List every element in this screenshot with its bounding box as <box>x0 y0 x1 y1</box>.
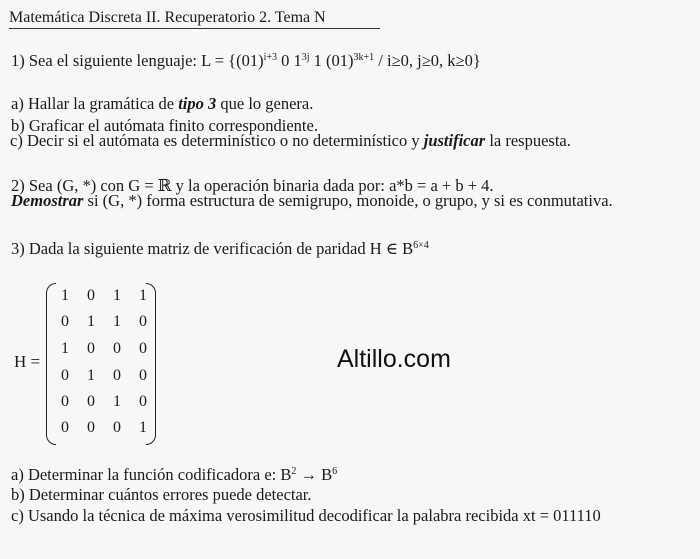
q1-exp-3: 3k+1 <box>353 52 375 63</box>
q3-item-a <box>11 465 337 485</box>
matrix-cell: 0 <box>87 419 95 436</box>
matrix-cell: 1 <box>113 393 121 410</box>
q2-statement: 2) Sea (G, *) con G = ℝ y la operación binaria dada por: a*b = a + b + 4. <box>11 176 494 195</box>
matrix-row <box>58 393 154 413</box>
watermark: Altillo.com <box>337 345 451 373</box>
q2-emphasis: Demostrar <box>11 191 84 210</box>
q3-a-exp-1: 2 <box>291 466 297 477</box>
matrix-cell: 1 <box>87 367 95 384</box>
matrix-cell: 1 <box>139 419 147 436</box>
q2-task <box>11 191 613 211</box>
matrix-cell: 0 <box>87 287 95 304</box>
q3-a-pre: a) Determinar la función codificadora e: B <box>11 465 292 484</box>
matrix-cell: 0 <box>139 340 147 357</box>
parity-matrix <box>46 283 156 445</box>
matrix-left-bracket <box>46 283 56 445</box>
matrix-cell: 1 <box>113 313 121 330</box>
q3-exp: 6×4 <box>413 240 429 251</box>
matrix-row <box>58 367 154 387</box>
q3-statement <box>11 239 429 259</box>
q2-task-text: si (G, *) forma estructura de semigrupo, monoide, o grupo, y si es conmutativa. <box>83 191 613 210</box>
matrix-cell: 0 <box>139 367 147 384</box>
matrix-row <box>58 340 154 360</box>
q1-mid-2: 1 (01) <box>309 51 354 70</box>
matrix-cell: 0 <box>87 393 95 410</box>
matrix-row <box>58 419 154 439</box>
matrix-cell: 0 <box>87 340 95 357</box>
matrix-cell: 1 <box>87 313 95 330</box>
q1-suffix: / i≥0, j≥0, k≥0} <box>374 51 481 70</box>
matrix-cell: 0 <box>61 313 69 330</box>
matrix-cell: 0 <box>61 419 69 436</box>
matrix-cell: 0 <box>61 367 69 384</box>
q1-c-post: la respuesta. <box>485 131 571 150</box>
q1-a-pre: a) Hallar la gramática de <box>11 94 179 113</box>
matrix-cell: 0 <box>139 393 147 410</box>
matrix-cell: 0 <box>113 340 121 357</box>
q1-c-emphasis: justificar <box>423 131 486 150</box>
q1-a-emphasis: tipo 3 <box>178 94 217 113</box>
q3-item-c: c) Usando la técnica de máxima verosimilitud decodificar la palabra recibida xt = 011110 <box>11 506 601 525</box>
matrix-label: H = <box>14 352 41 371</box>
title-underline <box>9 28 380 29</box>
matrix-cell: 1 <box>61 340 69 357</box>
matrix-cell: 0 <box>113 419 121 436</box>
matrix-cell: 0 <box>139 313 147 330</box>
q1-prefix: 1) Sea el siguiente lenguaje: L = {(01) <box>11 51 264 70</box>
matrix-cell: 0 <box>113 367 121 384</box>
q1-c-pre: c) Decir si el autómata es determinístico o no determinístico y <box>10 131 424 150</box>
matrix-cell: 0 <box>61 393 69 410</box>
matrix-row <box>58 287 154 307</box>
matrix-cell: 1 <box>139 287 147 304</box>
q3-intro: 3) Dada la siguiente matriz de verificación de paridad H ∈ B <box>11 239 414 258</box>
page-title: Matemática Discreta II. Recuperatorio 2. Tema N <box>9 9 326 26</box>
matrix-cell: 1 <box>61 287 69 304</box>
q1-exp-1: i+3 <box>263 52 277 63</box>
q1-item-b: b) Graficar el autómata finito correspondiente. <box>11 116 318 135</box>
q1-item-c <box>10 131 571 151</box>
q1-mid-1: 0 1 <box>277 51 302 70</box>
q1-exp-2: 3j <box>301 52 310 63</box>
q1-item-a <box>11 94 313 114</box>
q1-a-post: que lo genera. <box>216 94 314 113</box>
q3-item-b: b) Determinar cuántos errores puede detectar. <box>11 485 312 504</box>
q3-a-mid: → B <box>296 465 333 484</box>
q1-statement <box>11 51 481 71</box>
q3-a-exp-2: 6 <box>332 466 338 477</box>
matrix-cell: 1 <box>113 287 121 304</box>
matrix-row <box>58 313 154 333</box>
